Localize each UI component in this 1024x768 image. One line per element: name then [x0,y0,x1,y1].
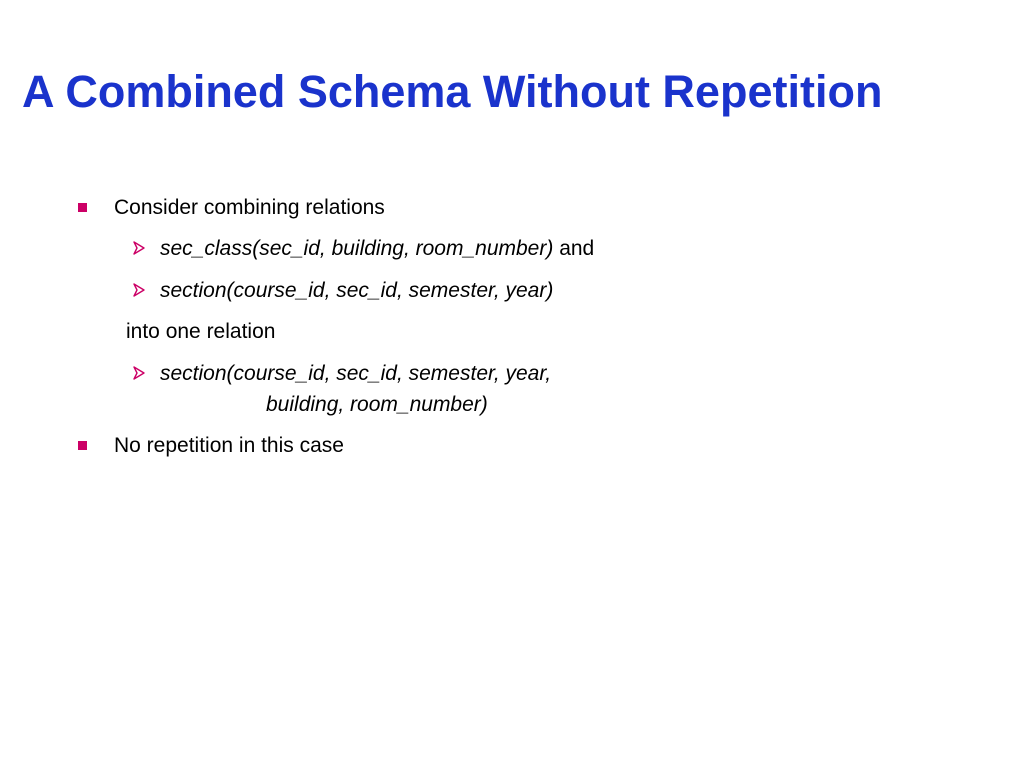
combined-relation-line2: building, room_number) [266,393,488,416]
conjunction-text: and [553,237,595,260]
continuation-text: into one relation [126,320,276,343]
slide-title: A Combined Schema Without Repetition [22,66,883,117]
square-bullet-icon [78,203,87,212]
combined-relation-line1: section(course_id, sec_id, semester, year, [160,362,552,385]
bullet-text: No repetition in this case [114,434,344,457]
square-bullet-icon [78,441,87,450]
sub-bullet-line [160,236,594,262]
arrow-bullet-icon [132,283,146,297]
relation-sec-class: sec_class(sec_id, building, room_number) [160,237,554,260]
arrow-bullet-icon [132,366,146,380]
arrow-bullet-icon [132,241,146,255]
relation-section: section(course_id, sec_id, semester, year) [160,279,554,302]
bullet-text: Consider combining relations [114,196,385,219]
